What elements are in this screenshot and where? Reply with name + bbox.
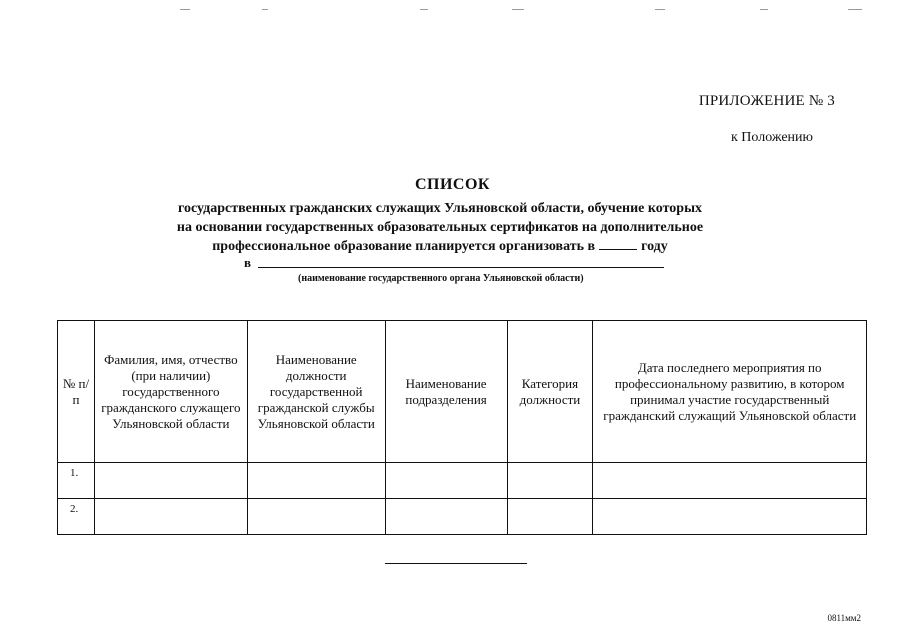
table-cell bbox=[507, 499, 593, 535]
scan-artifact bbox=[420, 9, 428, 10]
column-header-last-event-date: Дата последнего мероприятия по профессиональному развитию, в котором принимал участие государственный гражданский служащий Ульяновской области bbox=[593, 321, 867, 463]
subtitle-line-3-year-word: году bbox=[641, 239, 668, 254]
column-header-position: Наименование должности государственной гражданской службы Ульяновской области bbox=[247, 321, 385, 463]
row-number: 1. bbox=[58, 463, 95, 499]
table-cell bbox=[385, 463, 507, 499]
subtitle-line-1: государственных гражданских служащих Ульяновской области, обучение которых bbox=[178, 201, 702, 216]
table-cell bbox=[247, 499, 385, 535]
table-cell bbox=[507, 463, 593, 499]
table-row bbox=[58, 499, 867, 535]
column-header-category: Категория должности bbox=[507, 321, 593, 463]
scan-artifact bbox=[848, 9, 862, 10]
scan-artifact bbox=[180, 9, 190, 10]
subtitle-line-3 bbox=[60, 237, 820, 256]
column-header-department: Наименование подразделения bbox=[385, 321, 507, 463]
column-header-full-name: Фамилия, имя, отчество (при наличии) государственного гражданского служащего Ульяновской области bbox=[94, 321, 247, 463]
org-blank-line bbox=[258, 267, 664, 268]
subtitle-line-2: на основании государственных образовательных сертификатов на дополнительное bbox=[176, 220, 704, 235]
column-header-number: № п/п bbox=[58, 321, 95, 463]
document-title: СПИСОК bbox=[414, 176, 491, 193]
table-cell bbox=[94, 499, 247, 535]
org-caption: (наименование государственного органа Ульяновской области) bbox=[298, 273, 584, 284]
servants-table bbox=[57, 320, 867, 535]
scan-artifact bbox=[512, 9, 524, 10]
document-code: 0811мм2 bbox=[827, 613, 861, 623]
table-cell bbox=[247, 463, 385, 499]
table-cell bbox=[593, 499, 867, 535]
table-row bbox=[58, 463, 867, 499]
scan-artifact bbox=[262, 9, 268, 10]
row-number: 2. bbox=[58, 499, 95, 535]
table-cell bbox=[593, 463, 867, 499]
table-header-row bbox=[58, 321, 867, 463]
subtitle-line-3-text: профессиональное образование планируется организовать в bbox=[212, 239, 596, 254]
org-prefix: в bbox=[244, 255, 252, 270]
table-cell bbox=[385, 499, 507, 535]
scan-artifact bbox=[655, 9, 665, 10]
closing-rule-line bbox=[385, 563, 527, 564]
document-subtitle bbox=[60, 199, 820, 256]
year-blank-line bbox=[599, 238, 637, 250]
appendix-number: ПРИЛОЖЕНИЕ № 3 bbox=[698, 93, 835, 109]
table-cell bbox=[94, 463, 247, 499]
appendix-reference: к Положению bbox=[730, 130, 813, 145]
scan-artifact bbox=[760, 9, 768, 10]
